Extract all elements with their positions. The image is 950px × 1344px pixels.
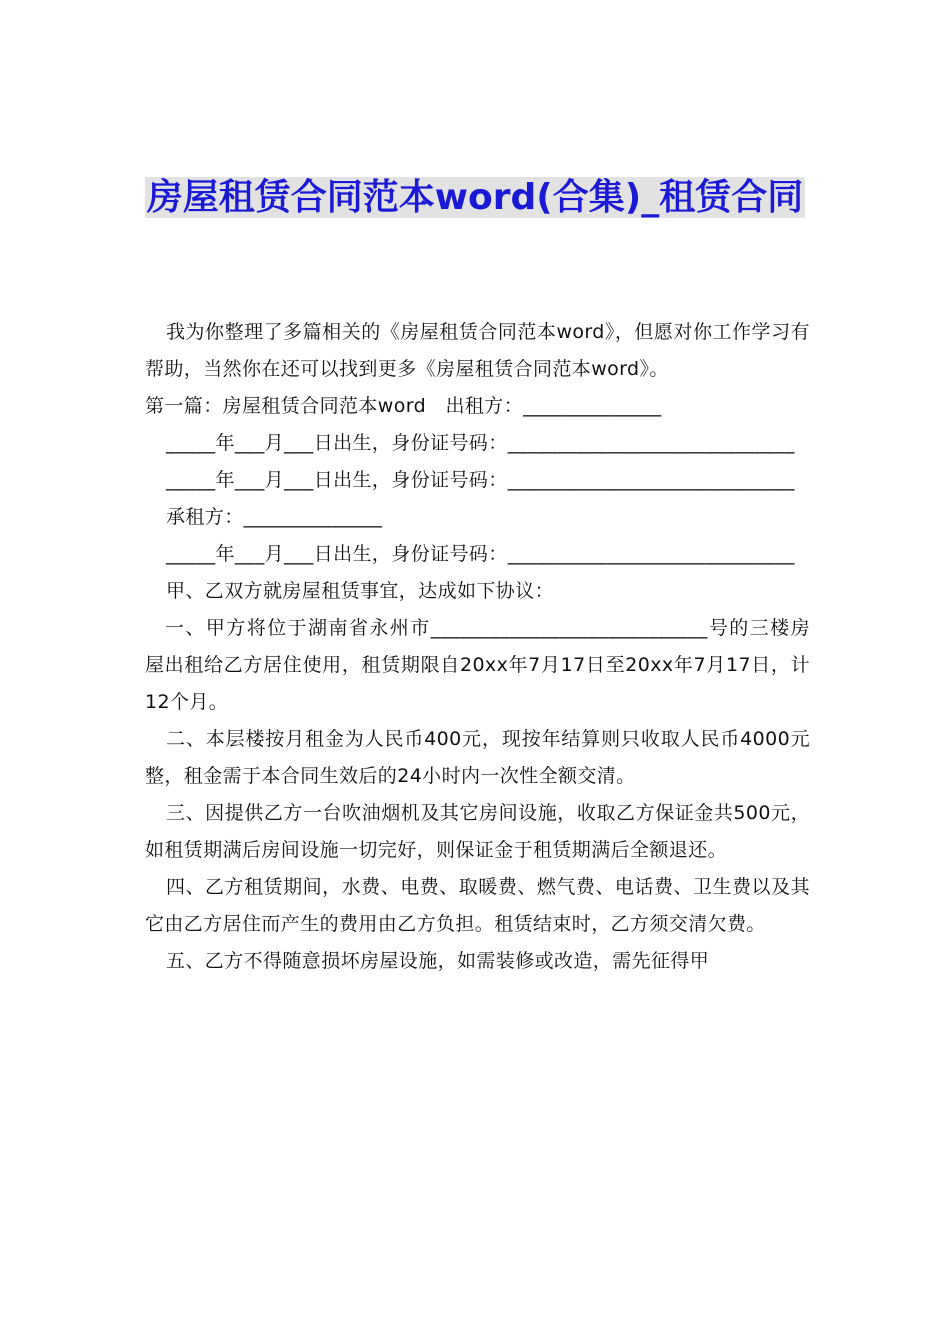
section-1-heading: 第一篇：房屋租赁合同范本word 出租方：______________: [145, 395, 662, 417]
clause-5: 五、乙方不得随意损坏房屋设施，如需装修或改造，需先征得甲: [166, 950, 710, 972]
agreement-intro: 甲、乙双方就房屋租赁事宜，达成如下协议：: [166, 580, 555, 602]
lessor-birth-line-1: _____年___月___日出生，身份证号码：_____________________________: [166, 432, 795, 454]
lessee-label: 承租方：______________: [166, 506, 383, 528]
clause-1: 一、甲方将位于湖南省永州市____________________________号的三楼房屋出租给乙方居住使用，租赁期限自20xx年7月17日至20xx年7月17日，计12个月。: [145, 617, 810, 713]
document-title-text: 房屋租赁合同范本word(合集)_租赁合同: [146, 177, 804, 218]
clause-3: 三、因提供乙方一台吹油烟机及其它房间设施，收取乙方保证金共500元，如租赁期满后房间设施一切完好，则保证金于租赁期满后全额退还。: [145, 802, 810, 861]
lessee-birth-line: _____年___月___日出生，身份证号码：_____________________________: [166, 543, 795, 565]
document-title: [140, 172, 810, 224]
clause-4: 四、乙方租赁期间，水费、电费、取暖费、燃气费、电话费、卫生费以及其它由乙方居住而产生的费用由乙方负担。租赁结束时，乙方须交清欠费。: [145, 876, 810, 935]
clause-2: 二、本层楼按月租金为人民币400元，现按年结算则只收取人民币4000元整，租金需于本合同生效后的24小时内一次性全额交清。: [145, 728, 810, 787]
lessor-birth-line-2: _____年___月___日出生，身份证号码：_____________________________: [166, 469, 795, 491]
intro-paragraph: 我为你整理了多篇相关的《房屋租赁合同范本word》，但愿对你工作学习有帮助，当然你在还可以找到更多《房屋租赁合同范本word》。: [145, 321, 810, 380]
document-body: [145, 314, 810, 980]
